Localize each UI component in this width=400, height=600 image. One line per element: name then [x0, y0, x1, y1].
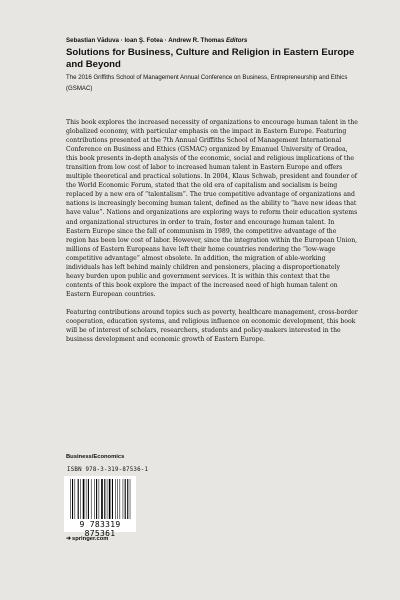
book-title: Solutions for Business, Culture and Religion in Eastern Europe and Beyond: [66, 47, 355, 70]
publisher-url: springer.com: [72, 536, 109, 542]
book-subtitle: The 2016 Griffiths School of Management Annual Conference on Business, Entrepreneurship and Ethics (GSMAC): [66, 74, 348, 92]
editors-names: Sebastian Văduva · Ioan Ş. Fotea · Andrew R. Thomas: [66, 37, 225, 44]
blurb-paragraph-1: This book explores the increased necessity of organizations to encourage human talent in the globalized economy, with particular emphasis on the impact in Eastern Europe. Featuring contributions presented at the 7th Annual Griffiths School of Management International Conference on Business and Ethics (GSMAC) organized by Emanuel University of Oradea, this book presents in-depth analysis of the economic, social and religious implications of the transition from low cost of labor to increased human talent in Eastern Europe and offers multiple theoretical and practical solutions. In 2004, Klaus Schwab, president and founder of the World Economic Forum, stated that the old era of capitalism and socialism is being replaced by a new era of “talentalism”. The true competitive advantage of organizations and nations is increasingly becoming human talent, defined as the ability to “have new ideas that have value”. Nations and organizations are exploring ways to reform their education systems and organizational structures in order to train, foster and encourage human talent. In Eastern Europe since the fall of communism in 1989, the competitive advantage of the region has been low cost of labor. However, since the integration within the European Union, millions of Eastern Europeans have left their home countries rendering the “low-wage competitive advantage” almost obsolete. In addition, the migration of able-working individuals has left behind mainly children and pensioners, placing a disproportionately heavy burden upon public and government services. It is within this context that the contents of this book explore the impact of the increased need of high human talent on Eastern European countries.: [66, 119, 358, 298]
barcode-digits: 9 783319 875361: [79, 520, 121, 538]
subject-category: Business/Economics: [66, 454, 125, 460]
isbn-label: ISBN 978-3-319-87536-1: [67, 467, 149, 473]
blurb-paragraph-2: Featuring contributions around topics such as poverty, healthcare management, cross-border cooperation, education systems, and religious influence on economic development, this book will be of interest of scholars, researchers, students and policy-makers interested in the business development and economic growth of Eastern Europe.: [66, 308, 358, 344]
blurb: [66, 118, 358, 344]
arrow-right-icon: ➜: [66, 536, 72, 542]
editors-line: [66, 36, 366, 45]
cover-header: [66, 36, 366, 94]
publisher-link[interactable]: [66, 535, 108, 542]
editors-label: Editors: [226, 37, 248, 44]
barcode: [64, 476, 136, 538]
